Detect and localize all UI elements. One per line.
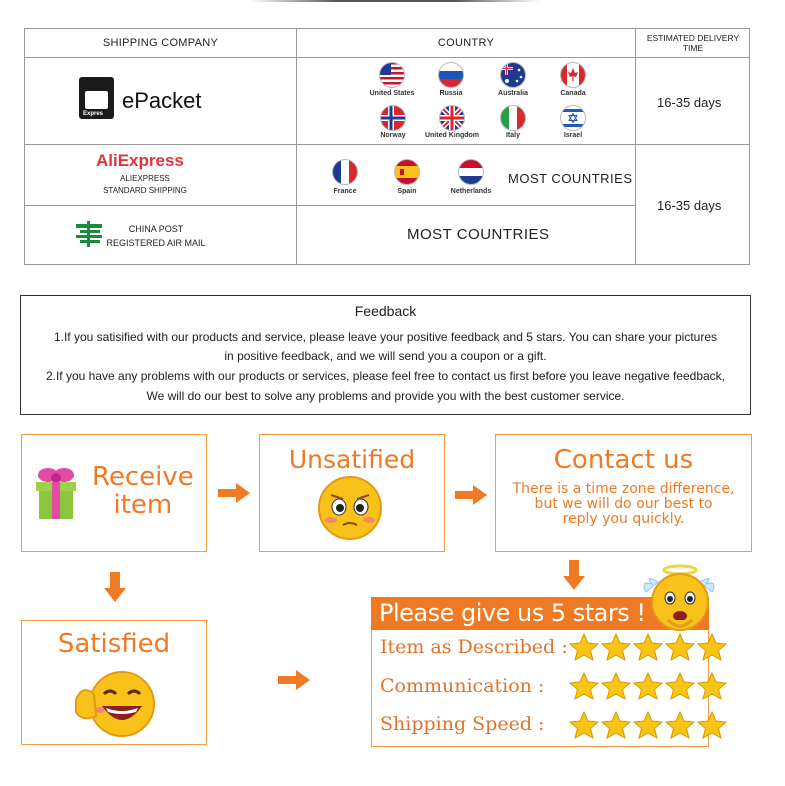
receive-label-2: item xyxy=(113,490,173,520)
epacket-logo-tag: Expres xyxy=(83,111,104,117)
contact-note xyxy=(496,482,751,527)
worried-face-icon xyxy=(317,475,383,541)
flag-label-australia: Australia xyxy=(498,90,528,97)
envelope-icon xyxy=(85,91,108,109)
aliexpress-sub-1: ALIEXPRESS xyxy=(120,174,170,183)
step-receive-item xyxy=(21,434,207,552)
step-contact-us xyxy=(495,434,752,552)
star-row xyxy=(569,672,727,700)
flag-norway-icon xyxy=(380,105,406,131)
rating-label-communication: Communication : xyxy=(380,675,545,697)
star-icon xyxy=(601,633,631,661)
china-post-name xyxy=(96,222,216,250)
epacket-logo xyxy=(79,77,114,119)
arrow-down-icon xyxy=(104,572,126,602)
flag-russia-icon xyxy=(438,62,464,88)
flag-italy-icon xyxy=(500,105,526,131)
most-countries-standard: MOST COUNTRIES xyxy=(508,171,633,186)
flag-label-spain: Spain xyxy=(397,188,417,195)
star-icon xyxy=(697,633,727,661)
arrow-right-icon xyxy=(278,670,310,690)
flag-france-icon xyxy=(332,159,358,185)
table-divider xyxy=(296,29,297,265)
feedback-box xyxy=(20,295,751,415)
table-divider xyxy=(25,144,749,145)
flag-label-united-states: United States xyxy=(369,90,415,97)
flag-label-netherlands: Netherlands xyxy=(450,188,492,195)
rating-label-shipping-speed: Shipping Speed : xyxy=(380,713,545,735)
feedback-title: Feedback xyxy=(354,303,417,319)
arrow-right-icon xyxy=(218,483,250,503)
feedback-line-4: We will do our best to solve any problems and provide you with the best customer service. xyxy=(146,389,625,403)
flag-spain-icon xyxy=(394,159,420,185)
flag-label-italy: Italy xyxy=(505,132,520,139)
contact-note-2: but we will do our best to xyxy=(534,496,713,512)
aliexpress-service-name xyxy=(70,173,220,197)
step-unsatisfied xyxy=(259,434,445,552)
star-icon xyxy=(633,672,663,700)
star-icon xyxy=(569,711,599,739)
feedback-line-3: 2.If you have any problems with our products or services, please feel free to contact us first before you leave negative feedback, xyxy=(45,369,726,383)
laughing-face-icon xyxy=(72,666,158,738)
flag-label-russia: Russia xyxy=(439,90,463,97)
flag-united-kingdom-icon xyxy=(439,105,465,131)
epacket-name: ePacket xyxy=(122,88,202,113)
flag-canada-icon xyxy=(560,62,586,88)
satisfied-label: Satisfied xyxy=(57,629,171,659)
most-countries-china-post: MOST COUNTRIES xyxy=(407,226,550,243)
contact-note-3: reply you quickly. xyxy=(562,511,685,527)
gift-box-icon xyxy=(32,465,80,521)
flag-label-israel: Israel xyxy=(563,132,583,139)
flag-israel-icon xyxy=(560,105,586,131)
header-shipping-company: SHIPPING COMPANY xyxy=(102,37,219,49)
rating-heading: Please give us 5 stars ! xyxy=(379,599,646,627)
flag-label-norway: Norway xyxy=(380,132,406,139)
flag-label-france: France xyxy=(333,188,357,195)
star-icon xyxy=(633,711,663,739)
star-icon xyxy=(633,633,663,661)
header-delivery-time: ESTIMATED DELIVERY TIME xyxy=(646,33,740,53)
contact-us-label: Contact us xyxy=(553,445,694,475)
angel-face-icon xyxy=(640,562,718,634)
star-icon xyxy=(665,672,695,700)
flag-australia-icon xyxy=(500,62,526,88)
star-icon xyxy=(569,672,599,700)
table-divider xyxy=(25,205,635,206)
star-icon xyxy=(569,633,599,661)
step-satisfied xyxy=(21,620,207,745)
aliexpress-sub-2: STANDARD SHIPPING xyxy=(103,186,187,195)
receive-label-1: Receive xyxy=(92,462,194,492)
china-post-line-1: CHINA POST xyxy=(128,224,184,234)
star-icon xyxy=(665,633,695,661)
contact-note-1: There is a time zone difference, xyxy=(512,481,735,497)
unsatisfied-label: Unsatified xyxy=(288,445,416,474)
flag-label-united-kingdom: United Kingdom xyxy=(424,132,480,139)
star-row xyxy=(569,711,727,739)
star-row xyxy=(569,633,727,661)
flag-netherlands-icon xyxy=(458,159,484,185)
top-divider xyxy=(250,0,540,2)
star-icon xyxy=(697,711,727,739)
flag-united-states-icon xyxy=(379,62,405,88)
header-country: COUNTRY xyxy=(437,37,495,49)
feedback-line-2: in positive feedback, and we will send you a coupon or a gift. xyxy=(224,349,547,363)
star-icon xyxy=(665,711,695,739)
china-post-line-2: REGISTERED AIR MAIL xyxy=(106,238,206,248)
arrow-down-icon xyxy=(563,560,585,590)
delivery-time-standard: 16-35 days xyxy=(657,198,722,213)
arrow-right-icon xyxy=(455,485,487,505)
flag-label-canada: Canada xyxy=(560,90,586,97)
receive-item-label xyxy=(92,463,194,519)
table-divider xyxy=(25,57,749,58)
star-icon xyxy=(601,711,631,739)
rating-label-item-described: Item as Described : xyxy=(380,636,568,658)
table-divider xyxy=(635,29,636,265)
star-icon xyxy=(697,672,727,700)
delivery-time-epacket: 16-35 days xyxy=(657,95,722,110)
aliexpress-logo-text: AliExpress xyxy=(96,151,184,170)
star-icon xyxy=(601,672,631,700)
feedback-line-1: 1.If you satisified with our products and service, please leave your positive feedback and 5 stars. You can share your pictures xyxy=(53,330,718,344)
